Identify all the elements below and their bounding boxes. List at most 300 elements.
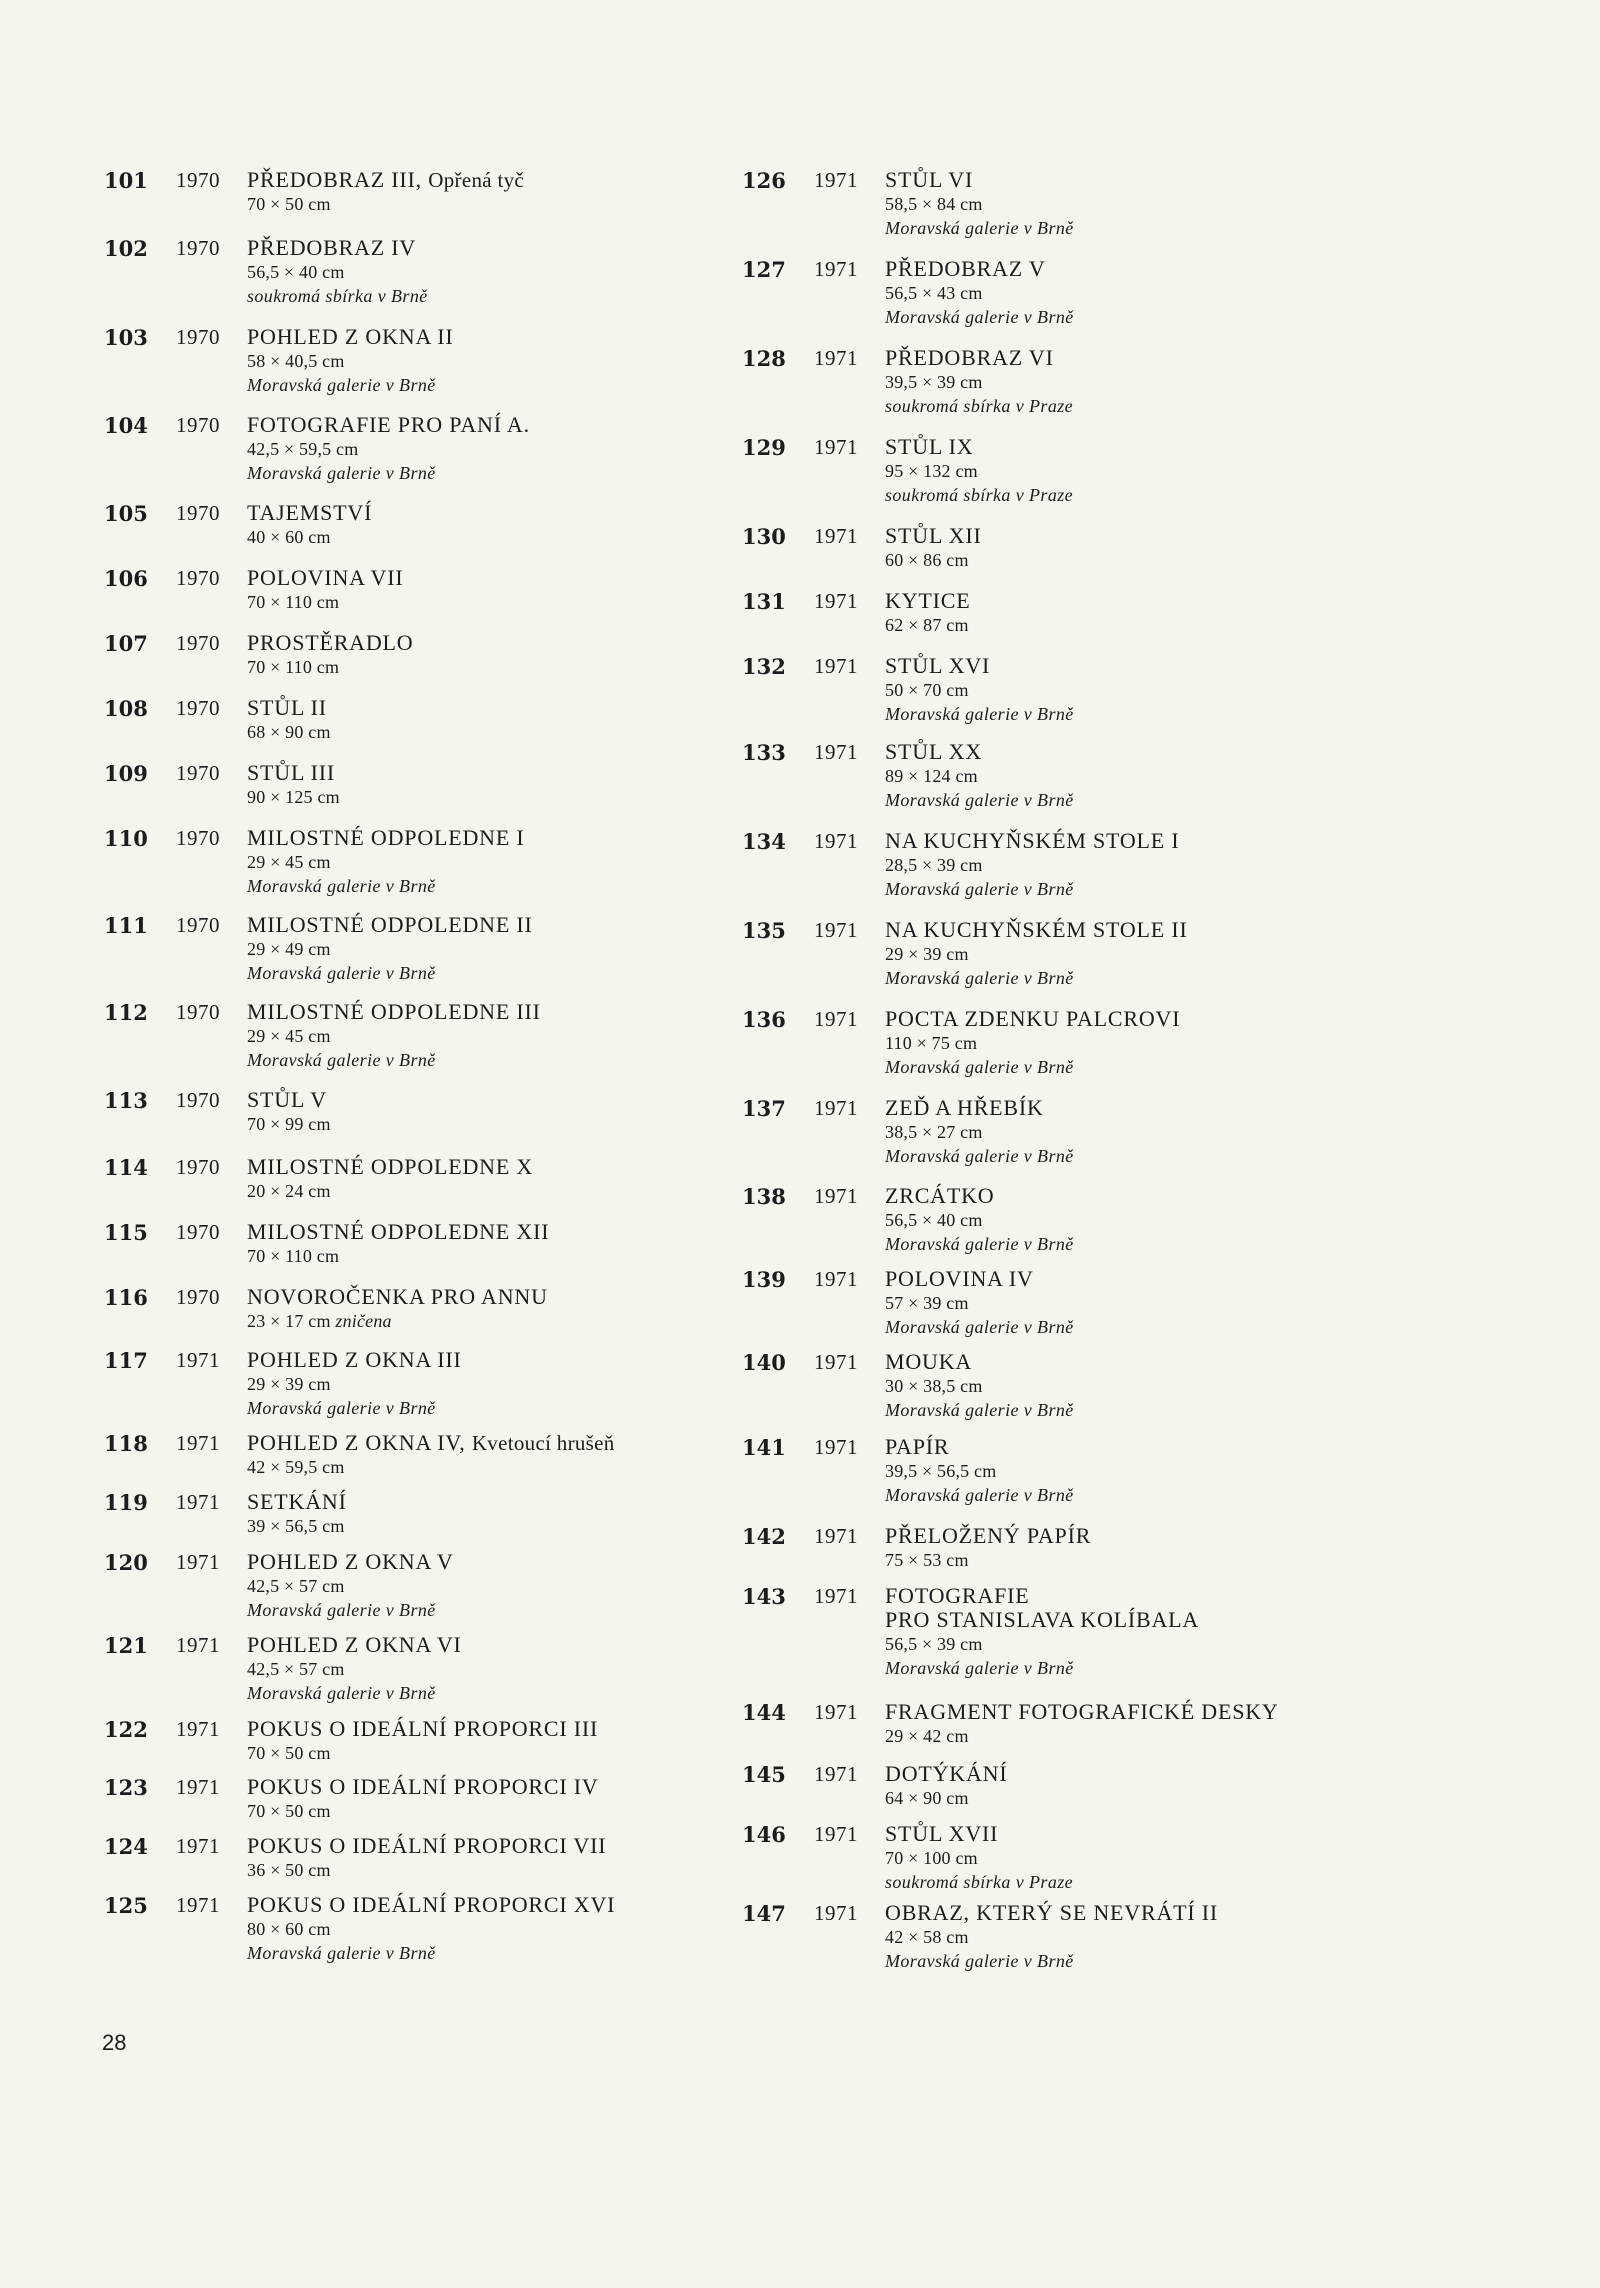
entry-title: POHLED Z OKNA II [247, 324, 454, 349]
entry-body [885, 168, 1074, 240]
entry-dimensions: 20 × 24 cm [247, 1181, 331, 1201]
entry-year: 1971 [814, 654, 858, 678]
entry-number: 134 [742, 829, 786, 854]
entry-dimensions: 42 × 59,5 cm [247, 1457, 345, 1477]
entry-title-line [247, 1717, 598, 1741]
entry-number: 131 [742, 589, 786, 614]
entry-body [247, 1155, 533, 1203]
entry-dimensions: 56,5 × 43 cm [885, 283, 983, 303]
entry-note: zničena [335, 1311, 392, 1331]
entry-body [885, 1007, 1180, 1079]
entry-number: 106 [104, 566, 148, 591]
entry-dimensions-line [247, 937, 533, 961]
entry-title-line [885, 524, 982, 548]
entry-title: STŮL III [247, 760, 336, 785]
entry-dimensions: 70 × 50 cm [247, 1801, 331, 1821]
entry-title-line [247, 1775, 599, 1799]
entry-year: 1970 [176, 761, 220, 785]
entry-year: 1970 [176, 325, 220, 349]
entry-body [247, 1348, 462, 1420]
entry-year: 1971 [176, 1490, 220, 1514]
entry-dimensions-line [885, 370, 1073, 394]
entry-title: POKUS O IDEÁLNÍ PROPORCI III [247, 1716, 599, 1741]
entry-dimensions: 70 × 100 cm [885, 1848, 978, 1868]
entry-dimensions-line [247, 1179, 533, 1203]
entry-number: 137 [742, 1096, 786, 1121]
entry-title-continued: PRO STANISLAVA KOLÍBALA [885, 1607, 1200, 1632]
entry-body [885, 1184, 1074, 1256]
entry-title-line [885, 654, 1074, 678]
entry-number: 123 [104, 1775, 148, 1800]
entry-title-line [885, 435, 1073, 459]
entry-dimensions-line [885, 1031, 1180, 1055]
entry-number: 102 [104, 236, 148, 261]
entry-title: POLOVINA VII [247, 565, 404, 590]
entry-dimensions-line [247, 1514, 347, 1538]
entry-year: 1971 [814, 1435, 858, 1459]
entry-dimensions-line [885, 1208, 1074, 1232]
entry-title-line [885, 1524, 1091, 1548]
entry-dimensions: 29 × 39 cm [247, 1374, 331, 1394]
entry-dimensions: 42,5 × 59,5 cm [247, 439, 359, 459]
entry-dimensions: 42,5 × 57 cm [247, 1659, 345, 1679]
entry-dimensions-line [247, 1244, 549, 1268]
entry-title: KYTICE [885, 588, 971, 613]
entry-body [885, 435, 1073, 507]
entry-title-line [247, 1285, 548, 1309]
entry-body [885, 740, 1074, 812]
entry-body [247, 1431, 615, 1479]
entry-dimensions: 110 × 75 cm [885, 1033, 978, 1053]
entry-dimensions-line [247, 785, 340, 809]
entry-number: 144 [742, 1700, 786, 1725]
entry-body [885, 829, 1179, 901]
entry-title-line [885, 1096, 1074, 1120]
entry-number: 139 [742, 1267, 786, 1292]
entry-body [885, 1524, 1091, 1572]
entry-title: STŮL VI [885, 167, 974, 192]
entry-dimensions: 28,5 × 39 cm [885, 855, 983, 875]
entry-year: 1971 [176, 1550, 220, 1574]
entry-owner: Moravská galerie v Brně [247, 375, 436, 395]
entry-dimensions-line [247, 1858, 606, 1882]
entry-owner: Moravská galerie v Brně [247, 876, 436, 896]
entry-owner: Moravská galerie v Brně [885, 307, 1074, 327]
entry-number: 130 [742, 524, 786, 549]
entry-title-line [247, 1834, 606, 1858]
entry-title: POHLED Z OKNA VI [247, 1632, 462, 1657]
entry-title-line [885, 346, 1073, 370]
entry-dimensions-line [247, 1741, 598, 1765]
entry-title: STŮL XVI [885, 653, 991, 678]
entry-title: POCTA ZDENKU PALCROVI [885, 1006, 1181, 1031]
entry-year: 1970 [176, 1155, 220, 1179]
entry-year: 1970 [176, 913, 220, 937]
entry-title: POHLED Z OKNA V [247, 1549, 454, 1574]
entry-owner: Moravská galerie v Brně [247, 1943, 436, 1963]
entry-title-line [885, 1700, 1279, 1724]
entry-body [247, 1893, 615, 1965]
entry-title: STŮL V [247, 1087, 327, 1112]
entry-dimensions-line [885, 1548, 1091, 1572]
entry-dimensions: 29 × 42 cm [885, 1726, 969, 1746]
entry-dimensions-line [885, 1846, 1073, 1870]
entry-owner: Moravská galerie v Brně [885, 1146, 1074, 1166]
entry-title: ZEĎ A HŘEBÍK [885, 1095, 1044, 1120]
entry-title-line [247, 761, 340, 785]
entry-title-line [885, 168, 1074, 192]
entry-dimensions-line [247, 349, 454, 373]
entry-title: FOTOGRAFIE PRO PANÍ A. [247, 412, 530, 437]
entry-dimensions: 70 × 50 cm [247, 1743, 331, 1763]
entry-title-line [885, 918, 1188, 942]
entry-title-line [247, 501, 372, 525]
entry-title: STŮL II [247, 695, 327, 720]
entry-body [247, 501, 372, 549]
entry-year: 1970 [176, 696, 220, 720]
entry-dimensions-line [247, 1917, 615, 1941]
entry-year: 1971 [814, 1184, 858, 1208]
entry-title: STŮL XX [885, 739, 983, 764]
entry-dimensions: 56,5 × 40 cm [247, 262, 345, 282]
entry-dimensions-line [247, 1574, 454, 1598]
entry-year: 1971 [814, 1584, 858, 1608]
entry-dimensions-line [885, 764, 1074, 788]
entry-dimensions: 42,5 × 57 cm [247, 1576, 345, 1596]
entry-title: STŮL XII [885, 523, 982, 548]
entry-year: 1970 [176, 566, 220, 590]
entry-owner: Moravská galerie v Brně [885, 968, 1074, 988]
entry-dimensions-line [885, 853, 1179, 877]
entry-owner: soukromá sbírka v Brně [247, 286, 428, 306]
entry-dimensions: 36 × 50 cm [247, 1860, 331, 1880]
entry-title: PŘEDOBRAZ V [885, 256, 1046, 281]
entry-number: 111 [104, 913, 148, 938]
entry-number: 109 [104, 761, 148, 786]
entry-title: NA KUCHYŇSKÉM STOLE II [885, 917, 1188, 942]
entry-body [247, 1633, 462, 1705]
entry-title: MOUKA [885, 1349, 973, 1374]
entry-year: 1971 [814, 1267, 858, 1291]
entry-dimensions-line [247, 850, 525, 874]
entry-dimensions-line [247, 720, 331, 744]
entry-dimensions: 62 × 87 cm [885, 615, 969, 635]
entry-number: 138 [742, 1184, 786, 1209]
entry-year: 1971 [814, 740, 858, 764]
entry-dimensions-line [885, 942, 1188, 966]
entry-title-line [247, 1348, 462, 1372]
entry-title-line [885, 589, 970, 613]
entry-year: 1970 [176, 1000, 220, 1024]
entry-title-line [885, 1584, 1199, 1608]
entry-number: 128 [742, 346, 786, 371]
entry-body [885, 1700, 1279, 1748]
entry-body [247, 1088, 331, 1136]
entry-year: 1970 [176, 501, 220, 525]
entry-number: 124 [104, 1834, 148, 1859]
entry-body [247, 696, 331, 744]
entry-subtitle: Kvetoucí hrušeň [471, 1431, 615, 1455]
entry-body [247, 631, 414, 679]
entry-dimensions-line [885, 678, 1074, 702]
entry-number: 110 [104, 826, 148, 851]
entry-number: 119 [104, 1490, 148, 1515]
entry-dimensions-line [247, 655, 414, 679]
entry-title-line [885, 1762, 1008, 1786]
entry-owner: soukromá sbírka v Praze [885, 485, 1074, 505]
entry-title-line [247, 1088, 331, 1112]
entry-title-line [247, 325, 454, 349]
entry-title-line [885, 1822, 1073, 1846]
entry-number: 105 [104, 501, 148, 526]
entry-title-line [247, 1220, 549, 1244]
entry-number: 114 [104, 1155, 148, 1180]
entry-title-line [885, 1007, 1180, 1031]
entry-number: 120 [104, 1550, 148, 1575]
entry-number: 104 [104, 413, 148, 438]
entry-dimensions-line [885, 459, 1073, 483]
entry-year: 1971 [814, 1901, 858, 1925]
entry-body [247, 826, 525, 898]
entry-dimensions-line [247, 1455, 615, 1479]
entry-title: PŘEDOBRAZ VI [885, 345, 1054, 370]
entry-dimensions-line [247, 590, 403, 614]
entry-owner: Moravská galerie v Brně [885, 704, 1074, 724]
entry-title: STŮL IX [885, 434, 974, 459]
entry-title-line [885, 740, 1074, 764]
entry-body [885, 257, 1074, 329]
entry-number: 140 [742, 1350, 786, 1375]
entry-title-line [885, 1267, 1074, 1291]
entry-body [885, 1762, 1008, 1810]
entry-year: 1971 [176, 1348, 220, 1372]
entry-title: POKUS O IDEÁLNÍ PROPORCI VII [247, 1833, 607, 1858]
entry-body [247, 1490, 347, 1538]
entry-title-line [885, 1901, 1218, 1925]
entry-title-line [885, 1184, 1074, 1208]
entry-dimensions: 70 × 110 cm [247, 657, 340, 677]
entry-dimensions-line [247, 260, 428, 284]
entry-dimensions-line [885, 1120, 1074, 1144]
entry-body [247, 1285, 548, 1333]
entry-year: 1971 [814, 1762, 858, 1786]
entry-dimensions-line [247, 1112, 331, 1136]
entry-year: 1970 [176, 826, 220, 850]
entry-title: MILOSTNÉ ODPOLEDNE X [247, 1154, 534, 1179]
entry-year: 1970 [176, 631, 220, 655]
entry-dimensions: 56,5 × 40 cm [885, 1210, 983, 1230]
entry-dimensions: 95 × 132 cm [885, 461, 978, 481]
entry-number: 112 [104, 1000, 148, 1025]
entry-title: PROSTĚRADLO [247, 630, 414, 655]
entry-subtitle: Opřená tyč [428, 168, 525, 192]
entry-title: TAJEMSTVÍ [247, 500, 373, 525]
entry-title: MILOSTNÉ ODPOLEDNE XII [247, 1219, 550, 1244]
entry-dimensions-line [247, 192, 524, 216]
entry-title-line [885, 1350, 1074, 1374]
entry-body [247, 236, 428, 308]
entry-dimensions: 70 × 99 cm [247, 1114, 331, 1134]
entry-dimensions: 30 × 38,5 cm [885, 1376, 983, 1396]
entry-title-line [247, 1431, 615, 1455]
entry-year: 1971 [814, 1350, 858, 1374]
entry-dimensions: 29 × 45 cm [247, 1026, 331, 1046]
entry-body [885, 1584, 1199, 1680]
entry-body [885, 1350, 1074, 1422]
entry-year: 1971 [814, 1007, 858, 1031]
entry-body [247, 1550, 454, 1622]
entry-number: 143 [742, 1584, 786, 1609]
entry-dimensions-line [247, 1024, 541, 1048]
entry-number: 141 [742, 1435, 786, 1460]
entry-dimensions: 90 × 125 cm [247, 787, 340, 807]
entry-body [247, 1220, 549, 1268]
entry-dimensions: 56,5 × 39 cm [885, 1634, 983, 1654]
entry-title: FOTOGRAFIE [885, 1583, 1030, 1608]
entry-dimensions-line [247, 1799, 599, 1823]
entry-number: 147 [742, 1901, 786, 1926]
page-number: 28 [102, 2030, 127, 2055]
entry-body [885, 1267, 1074, 1339]
entry-number: 146 [742, 1822, 786, 1847]
entry-body [247, 168, 524, 216]
entry-dimensions-line [885, 1291, 1074, 1315]
entry-title: POHLED Z OKNA III [247, 1347, 462, 1372]
entry-year: 1970 [176, 1220, 220, 1244]
entry-year: 1971 [176, 1834, 220, 1858]
entry-title-line [885, 829, 1179, 853]
entry-body [247, 1834, 606, 1882]
entry-owner: Moravská galerie v Brně [247, 1050, 436, 1070]
entry-year: 1971 [814, 918, 858, 942]
entry-dimensions-line [885, 1632, 1199, 1656]
entry-number: 136 [742, 1007, 786, 1032]
entry-title: STŮL XVII [885, 1821, 999, 1846]
entry-dimensions: 70 × 110 cm [247, 592, 340, 612]
entry-year: 1971 [814, 257, 858, 281]
entry-dimensions: 29 × 39 cm [885, 944, 969, 964]
entry-number: 132 [742, 654, 786, 679]
entry-year: 1970 [176, 236, 220, 260]
entry-dimensions: 42 × 58 cm [885, 1927, 969, 1947]
entry-title: FRAGMENT FOTOGRAFICKÉ DESKY [885, 1699, 1279, 1724]
entry-dimensions: 39 × 56,5 cm [247, 1516, 345, 1536]
entry-title-line [885, 1435, 1074, 1459]
entry-dimensions: 40 × 60 cm [247, 527, 331, 547]
entry-body [885, 524, 982, 572]
entry-body [885, 654, 1074, 726]
entry-dimensions-line [247, 1309, 548, 1333]
entry-dimensions-line [885, 1925, 1218, 1949]
entry-number: 122 [104, 1717, 148, 1742]
entry-title-line [247, 696, 331, 720]
entry-body [885, 1901, 1218, 1973]
entry-title: POKUS O IDEÁLNÍ PROPORCI IV [247, 1774, 599, 1799]
entry-owner: Moravská galerie v Brně [247, 1683, 436, 1703]
entry-dimensions: 58,5 × 84 cm [885, 194, 983, 214]
entry-body [247, 761, 340, 809]
entry-body [247, 566, 403, 614]
entry-dimensions: 38,5 × 27 cm [885, 1122, 983, 1142]
entry-dimensions-line [885, 1724, 1279, 1748]
entry-year: 1971 [176, 1431, 220, 1455]
entry-year: 1971 [814, 1096, 858, 1120]
entry-dimensions-line [247, 1657, 462, 1681]
entry-title: NA KUCHYŇSKÉM STOLE I [885, 828, 1180, 853]
entry-dimensions: 23 × 17 cm [247, 1311, 331, 1331]
entry-dimensions-line [247, 1372, 462, 1396]
entry-title: PŘELOŽENÝ PAPÍR [885, 1523, 1092, 1548]
entry-number: 133 [742, 740, 786, 765]
entry-owner: soukromá sbírka v Praze [885, 1872, 1074, 1892]
entry-dimensions: 39,5 × 56,5 cm [885, 1461, 997, 1481]
entry-dimensions-line [247, 437, 530, 461]
entry-owner: Moravská galerie v Brně [885, 879, 1074, 899]
entry-number: 142 [742, 1524, 786, 1549]
entry-owner: Moravská galerie v Brně [885, 1951, 1074, 1971]
entry-title-line [247, 236, 428, 260]
entry-body [885, 346, 1073, 418]
entry-title: POLOVINA IV [885, 1266, 1034, 1291]
entry-owner: Moravská galerie v Brně [247, 1600, 436, 1620]
entry-year: 1970 [176, 413, 220, 437]
entry-number: 118 [104, 1431, 148, 1456]
entry-dimensions: 75 × 53 cm [885, 1550, 969, 1570]
entry-owner: Moravská galerie v Brně [885, 218, 1074, 238]
entry-title: POHLED Z OKNA IV, [247, 1430, 466, 1455]
entry-dimensions-line [247, 525, 372, 549]
entry-body [247, 413, 530, 485]
entry-title: SETKÁNÍ [247, 1489, 347, 1514]
entry-number: 121 [104, 1633, 148, 1658]
entry-dimensions-line [885, 613, 970, 637]
entry-title: PAPÍR [885, 1434, 950, 1459]
entry-title-line [247, 1893, 615, 1917]
entry-title: PŘEDOBRAZ IV [247, 235, 417, 260]
entry-number: 126 [742, 168, 786, 193]
entry-owner: Moravská galerie v Brně [885, 790, 1074, 810]
entry-title-line [247, 1000, 541, 1024]
entry-number: 117 [104, 1348, 148, 1373]
entry-owner: Moravská galerie v Brně [885, 1485, 1074, 1505]
entry-number: 108 [104, 696, 148, 721]
entry-year: 1971 [814, 168, 858, 192]
entry-dimensions-line [885, 1374, 1074, 1398]
entry-title-line [247, 826, 525, 850]
entry-number: 113 [104, 1088, 148, 1113]
entry-number: 101 [104, 168, 148, 193]
entry-owner: Moravská galerie v Brně [247, 963, 436, 983]
entry-owner: Moravská galerie v Brně [885, 1400, 1074, 1420]
entry-owner: Moravská galerie v Brně [885, 1317, 1074, 1337]
entry-title: NOVOROČENKA PRO ANNU [247, 1284, 548, 1309]
entry-number: 116 [104, 1285, 148, 1310]
entry-body [247, 1775, 599, 1823]
entry-body [885, 918, 1188, 990]
entry-dimensions: 57 × 39 cm [885, 1293, 969, 1313]
entry-dimensions-line [885, 192, 1074, 216]
entry-dimensions-line [885, 548, 982, 572]
entry-title-line [247, 168, 524, 192]
entry-year: 1971 [814, 1524, 858, 1548]
entry-number: 125 [104, 1893, 148, 1918]
entry-year: 1971 [814, 589, 858, 613]
entry-body [885, 1096, 1074, 1168]
entry-number: 127 [742, 257, 786, 282]
entry-title-line [247, 1490, 347, 1514]
entry-dimensions: 64 × 90 cm [885, 1788, 969, 1808]
entry-title: ZRCÁTKO [885, 1183, 995, 1208]
